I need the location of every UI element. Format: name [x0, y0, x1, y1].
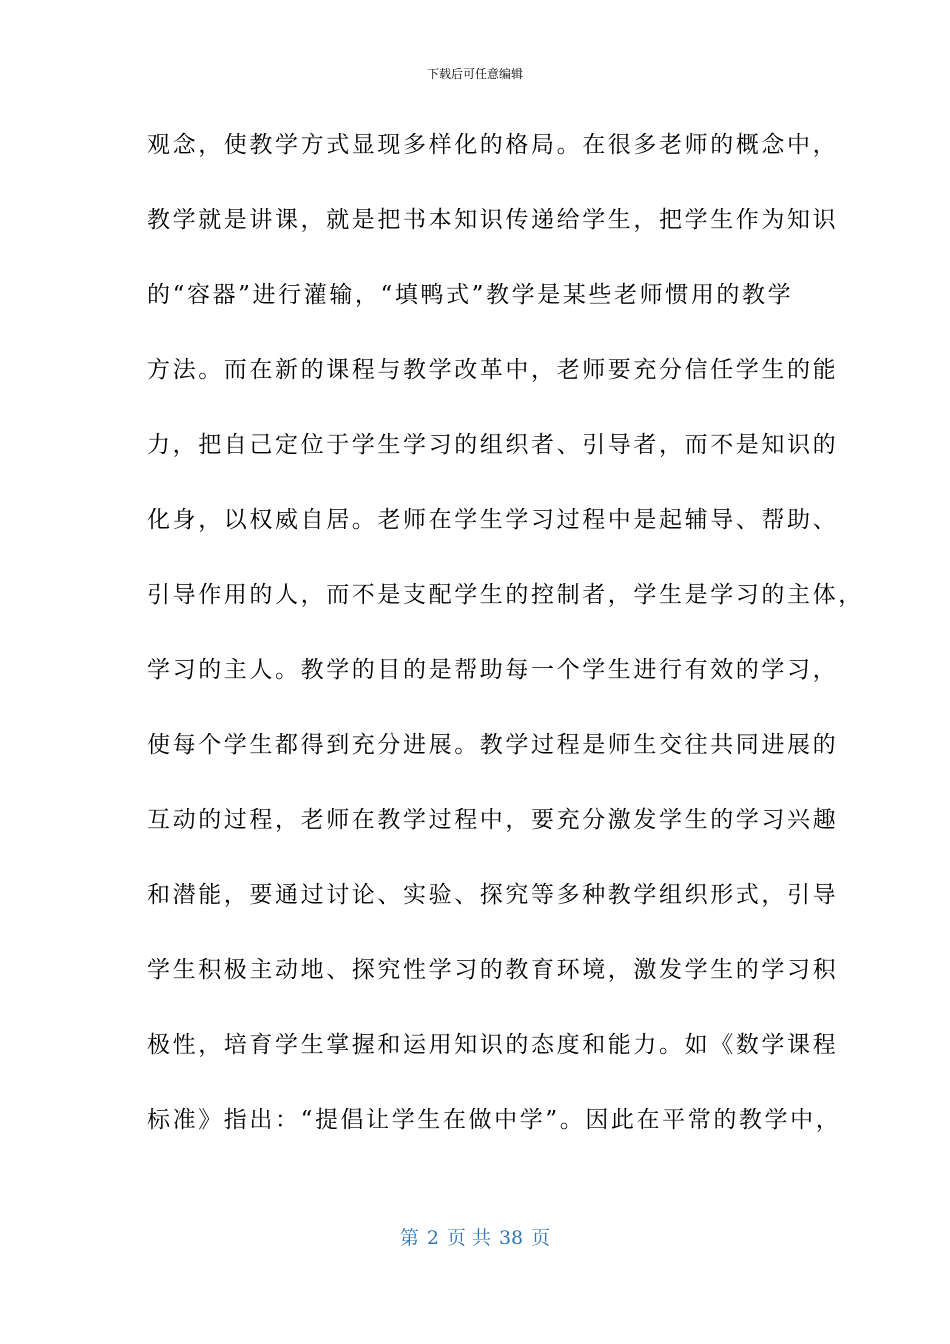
paragraph-line: 和潜能，要通过讨论、实验、探究等多种教学组织形式，引导 — [147, 882, 839, 908]
paragraph-line: 力，把自己定位于学生学习的组织者、引导者，而不是知识的 — [147, 432, 839, 458]
paragraph-line: 互动的过程，老师在教学过程中，要充分激发学生的学习兴趣 — [147, 807, 839, 833]
paragraph-line: 学生积极主动地、探究性学习的教育环境，激发学生的学习积 — [147, 957, 839, 983]
footer-prefix: 第 — [399, 1227, 419, 1249]
footer-middle: 页 共 — [446, 1227, 491, 1249]
paragraph-line: 使每个学生都得到充分进展。教学过程是师生交往共同进展的 — [147, 732, 839, 758]
paragraph-line: 引导作用的人，而不是支配学生的控制者，学生是学习的主体， — [147, 582, 864, 608]
paragraph-line: 极性，培育学生掌握和运用知识的态度和能力。如《数学课程 — [147, 1032, 839, 1058]
paragraph-line: 教学就是讲课，就是把书本知识传递给学生，把学生作为知识 — [147, 207, 839, 233]
paragraph-line: 方法。而在新的课程与教学改革中，老师要充分信任学生的能 — [147, 357, 839, 383]
footer-suffix: 页 — [531, 1227, 551, 1249]
header-text: 下载后可任意编辑 — [426, 67, 523, 81]
paragraph-line: 的“容器”进行灌输，“填鸭式”教学是某些老师惯用的教学 — [147, 282, 794, 308]
paragraph-line: 化身，以权威自居。老师在学生学习过程中是起辅导、帮助、 — [147, 507, 839, 533]
paragraph-line: 标准》指出：“提倡让学生在做中学”。因此在平常的教学中， — [147, 1107, 842, 1133]
page-footer — [0, 1226, 950, 1250]
total-pages: 38 — [498, 1227, 524, 1249]
paragraph-line: 学习的主人。教学的目的是帮助每一个学生进行有效的学习， — [147, 657, 839, 683]
paragraph-line: 观念，使教学方式显现多样化的格局。在很多老师的概念中， — [147, 132, 839, 158]
page-number: 2 — [426, 1227, 439, 1249]
